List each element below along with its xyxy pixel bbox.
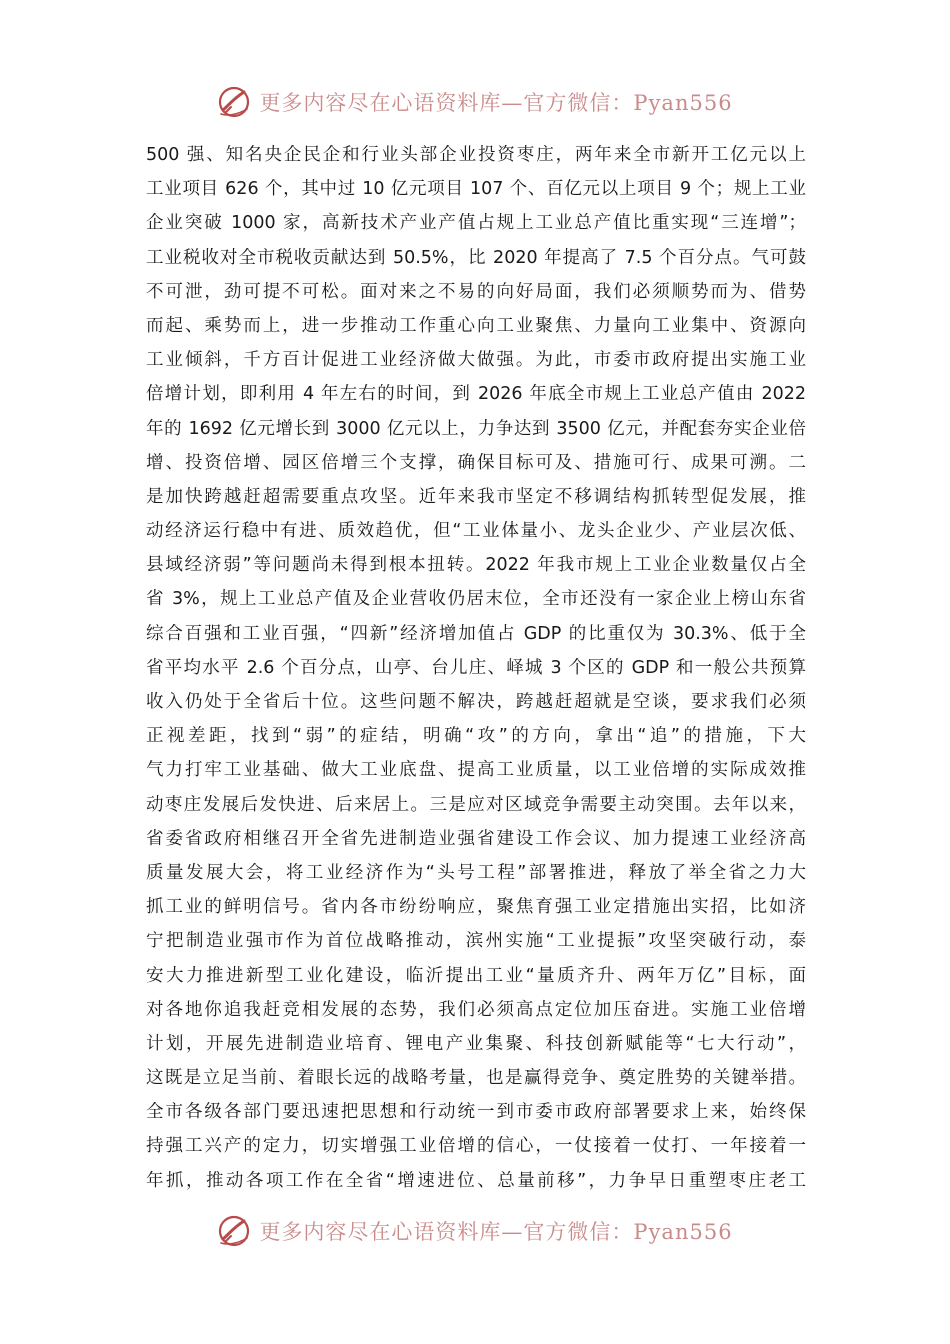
body-line: 持强工兴产的定力，切实增强工业倍增的信心，一仗接着一仗打、一年接着一 — [146, 1136, 806, 1157]
body-line: 安大力推进新型工业化建设，临沂提出工业“量质齐升、两年万亿”目标，面 — [146, 965, 806, 986]
header-banner — [0, 82, 950, 122]
body-line: 倍增计划，即利用 4 年左右的时间，到 2026 年底全市规上工业总产值由 2022 — [146, 384, 806, 405]
body-line: 计划，开展先进制造业培育、锂电产业集聚、科技创新赋能等“七大行动”， — [146, 1033, 806, 1054]
body-line: 不可泄，劲可提不可松。面对来之不易的向好局面，我们必须顺势而为、借势 — [146, 281, 806, 302]
body-line: 宁把制造业强市作为首位战略推动，滨州实施“工业提振”攻坚突破行动，泰 — [146, 931, 806, 952]
body-line: 全市各级各部门要迅速把思想和行动统一到市委市政府部署要求上来，始终保 — [146, 1102, 806, 1123]
body-line: 工业倾斜，千方百计促进工业经济做大做强。为此，市委市政府提出实施工业 — [146, 350, 806, 371]
body-line: 是加快跨越赶超需要重点攻坚。近年来我市坚定不移调结构抓转型促发展，推 — [146, 486, 806, 507]
body-line: 省委省政府相继召开全省先进制造业强省建设工作会议、加力提速工业经济高 — [146, 828, 806, 849]
footer-banner — [0, 1211, 950, 1251]
body-line: 收入仍处于全省后十位。这些问题不解决，跨越赶超就是空谈，要求我们必须 — [146, 692, 806, 712]
body-line: 气力打牢工业基础、做大工业底盘、提高工业质量，以工业倍增的实际成效推 — [146, 760, 806, 781]
body-line: 年抓，推动各项工作在全省“增速进位、总量前移”，力争早日重塑枣庄老工 — [146, 1170, 806, 1191]
body-line: 这既是立足当前、着眼长远的战略考量，也是赢得竞争、奠定胜势的关键举措。 — [146, 1068, 806, 1089]
body-line: 省 3%，规上工业总产值及企业营收仍居末位，全市还没有一家企业上榜山东省 — [146, 589, 806, 610]
header-banner-text: 更多内容尽在心语资料库—官方微信：Pyan556 — [259, 91, 733, 115]
body-line: 动枣庄发展后发快进、后来居上。三是应对区域竞争需要主动突围。去年以来， — [146, 794, 806, 815]
body-line: 省平均水平 2.6 个百分点，山亭、台儿庄、峄城 3 个区的 GDP 和一般公共预算 — [146, 657, 806, 678]
body-line: 企业突破 1000 家，高新技术产业产值占规上工业总产值比重实现“三连增”； — [146, 213, 806, 234]
body-line: 抓工业的鲜明信号。省内各市纷纷响应，聚焦育强工业定措施出实招，比如济 — [146, 897, 806, 918]
body-line: 质量发展大会，将工业经济作为“头号工程”部署推进，释放了举全省之力大 — [146, 862, 806, 883]
body-line: 县域经济弱”等问题尚未得到根本扭转。2022 年我市规上工业企业数量仅占全 — [146, 555, 806, 576]
body-line: 增、投资倍增、园区倍增三个支撑，确保目标可及、措施可行、成果可溯。二 — [146, 452, 806, 473]
footer-banner-text: 更多内容尽在心语资料库—官方微信：Pyan556 — [259, 1220, 733, 1244]
body-line: 工业项目 626 个，其中过 10 亿元项目 107 个、百亿元以上项目 9 个；规上工业 — [146, 179, 806, 200]
body-line: 工业税收对全市税收贡献达到 50.5%，比 2020 年提高了 7.5 个百分点。气可鼓 — [146, 247, 806, 268]
body-line: 综合百强和工业百强，“四新”经济增加值占 GDP 的比重仅为 30.3%、低于全 — [146, 623, 806, 644]
pen-signature-logo-icon — [217, 1214, 251, 1248]
body-line: 而起、乘势而上，进一步推动工作重心向工业聚焦、力量向工业集中、资源向 — [146, 315, 806, 336]
body-line: 对各地你追我赶竞相发展的态势，我们必须高点定位加压奋进。实施工业倍增 — [146, 999, 806, 1020]
body-line: 正视差距，找到“弱”的症结，明确“攻”的方向，拿出“追”的措施，下大 — [146, 726, 806, 747]
body-line: 500 强、知名央企民企和行业头部企业投资枣庄，两年来全市新开工亿元以上 — [146, 145, 806, 165]
body-line: 动经济运行稳中有进、质效趋优，但“工业体量小、龙头企业少、产业层次低、 — [146, 521, 806, 542]
body-line: 年的 1692 亿元增长到 3000 亿元以上，力争达到 3500 亿元，并配套夯实企业倍 — [146, 418, 806, 439]
pen-signature-logo-icon — [217, 85, 251, 119]
body-text — [146, 138, 806, 1198]
